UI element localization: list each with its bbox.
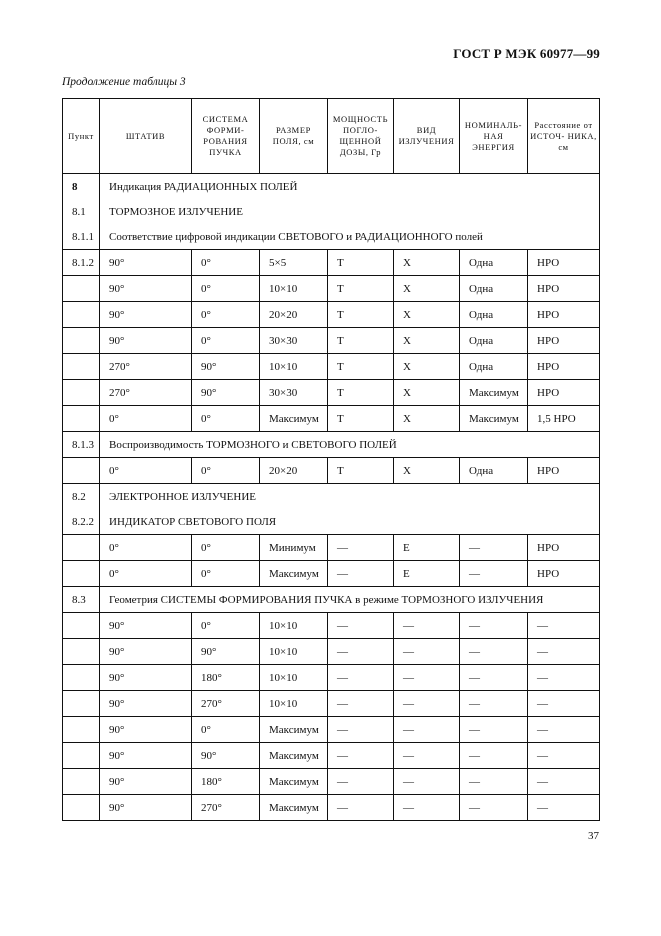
cell-stand: 90° <box>100 613 192 639</box>
cell-nominal-energy: — <box>460 795 528 821</box>
cell-beam-system: 0° <box>192 458 260 484</box>
cell-stand: 90° <box>100 795 192 821</box>
cell-beam-system: 270° <box>192 795 260 821</box>
cell-nominal-energy: — <box>460 691 528 717</box>
section-title: Индикация РАДИАЦИОННЫХ ПОЛЕЙ <box>100 174 600 200</box>
cell-radiation-type: Х <box>394 250 460 276</box>
cell-source-distance: НРО <box>528 380 600 406</box>
table-body <box>63 174 600 821</box>
cell-source-distance: 1,5 НРО <box>528 406 600 432</box>
cell-dose-rate: — <box>328 691 394 717</box>
section-number: 8.1.1 <box>63 224 100 250</box>
table-row <box>63 406 600 432</box>
section-row <box>63 199 600 224</box>
section-title: Соответствие цифровой индикации СВЕТОВОГО и РАДИАЦИОННОГО полей <box>100 224 600 250</box>
cell-nominal-energy: — <box>460 639 528 665</box>
cell-item <box>63 328 100 354</box>
section-row <box>63 432 600 458</box>
cell-item <box>63 302 100 328</box>
cell-radiation-type: — <box>394 613 460 639</box>
cell-field-size: 20×20 <box>260 458 328 484</box>
cell-source-distance: НРО <box>528 302 600 328</box>
cell-stand: 270° <box>100 380 192 406</box>
cell-beam-system: 0° <box>192 613 260 639</box>
section-title: ЭЛЕКТРОННОЕ ИЗЛУЧЕНИЕ <box>100 484 600 510</box>
cell-item <box>63 406 100 432</box>
section-title: Воспроизводимость ТОРМОЗНОГО и СВЕТОВОГО ПОЛЕЙ <box>100 432 600 458</box>
cell-dose-rate: Т <box>328 328 394 354</box>
cell-beam-system: 270° <box>192 691 260 717</box>
cell-source-distance: — <box>528 691 600 717</box>
column-header-beam-system: СИСТЕМА ФОРМИ- РОВАНИЯ ПУЧКА <box>192 99 260 174</box>
section-number: 8.2.2 <box>63 509 100 535</box>
table-row <box>63 795 600 821</box>
cell-beam-system: 180° <box>192 665 260 691</box>
cell-radiation-type: — <box>394 717 460 743</box>
cell-stand: 90° <box>100 250 192 276</box>
cell-beam-system: 0° <box>192 717 260 743</box>
cell-field-size: 20×20 <box>260 302 328 328</box>
cell-dose-rate: — <box>328 795 394 821</box>
table-row <box>63 328 600 354</box>
cell-dose-rate: — <box>328 743 394 769</box>
cell-source-distance: — <box>528 613 600 639</box>
cell-field-size: 30×30 <box>260 328 328 354</box>
cell-field-size: 5×5 <box>260 250 328 276</box>
table-header-row <box>63 99 600 174</box>
cell-nominal-energy: Одна <box>460 354 528 380</box>
cell-item <box>63 276 100 302</box>
table-row <box>63 250 600 276</box>
cell-radiation-type: Х <box>394 406 460 432</box>
cell-stand: 90° <box>100 276 192 302</box>
column-header-source-distance: Расстояние от ИСТОЧ- НИКА, см <box>528 99 600 174</box>
cell-stand: 0° <box>100 535 192 561</box>
cell-field-size: 10×10 <box>260 613 328 639</box>
cell-source-distance: НРО <box>528 276 600 302</box>
section-title: ИНДИКАТОР СВЕТОВОГО ПОЛЯ <box>100 509 600 535</box>
section-number: 8.3 <box>63 587 100 613</box>
cell-item: 8.1.2 <box>63 250 100 276</box>
cell-stand: 0° <box>100 406 192 432</box>
cell-beam-system: 90° <box>192 743 260 769</box>
page-number: 37 <box>588 830 599 842</box>
section-title: ТОРМОЗНОЕ ИЗЛУЧЕНИЕ <box>100 199 600 224</box>
cell-radiation-type: Х <box>394 276 460 302</box>
cell-radiation-type: Х <box>394 354 460 380</box>
cell-nominal-energy: Максимум <box>460 380 528 406</box>
cell-radiation-type: — <box>394 665 460 691</box>
table-row <box>63 354 600 380</box>
cell-beam-system: 0° <box>192 561 260 587</box>
table-row <box>63 691 600 717</box>
cell-beam-system: 0° <box>192 302 260 328</box>
cell-dose-rate: Т <box>328 354 394 380</box>
cell-field-size: Максимум <box>260 769 328 795</box>
cell-beam-system: 0° <box>192 535 260 561</box>
cell-nominal-energy: Одна <box>460 328 528 354</box>
cell-field-size: 10×10 <box>260 691 328 717</box>
column-header-dose-rate: МОЩНОСТЬ ПОГЛО- ЩЕННОЙ ДОЗЫ, Гр <box>328 99 394 174</box>
cell-item <box>63 380 100 406</box>
cell-beam-system: 90° <box>192 639 260 665</box>
cell-field-size: 10×10 <box>260 276 328 302</box>
cell-source-distance: НРО <box>528 458 600 484</box>
cell-nominal-energy: Одна <box>460 276 528 302</box>
cell-source-distance: НРО <box>528 328 600 354</box>
cell-item <box>63 769 100 795</box>
column-header-radiation-type: ВИД ИЗЛУЧЕНИЯ <box>394 99 460 174</box>
cell-radiation-type: — <box>394 743 460 769</box>
cell-stand: 90° <box>100 743 192 769</box>
column-header-field-size: РАЗМЕР ПОЛЯ, см <box>260 99 328 174</box>
cell-field-size: Максимум <box>260 795 328 821</box>
cell-stand: 90° <box>100 302 192 328</box>
cell-beam-system: 90° <box>192 354 260 380</box>
table-row <box>63 665 600 691</box>
cell-item <box>63 743 100 769</box>
cell-source-distance: НРО <box>528 354 600 380</box>
cell-field-size: 10×10 <box>260 665 328 691</box>
cell-item <box>63 613 100 639</box>
cell-field-size: Минимум <box>260 535 328 561</box>
section-row <box>63 224 600 250</box>
cell-source-distance: — <box>528 743 600 769</box>
cell-nominal-energy: — <box>460 561 528 587</box>
cell-stand: 90° <box>100 665 192 691</box>
cell-field-size: 10×10 <box>260 354 328 380</box>
cell-item <box>63 795 100 821</box>
section-number: 8.1 <box>63 199 100 224</box>
cell-dose-rate: — <box>328 717 394 743</box>
cell-beam-system: 0° <box>192 406 260 432</box>
cell-radiation-type: — <box>394 691 460 717</box>
column-header-stand: ШТАТИВ <box>100 99 192 174</box>
section-number: 8.1.3 <box>63 432 100 458</box>
cell-beam-system: 90° <box>192 380 260 406</box>
cell-source-distance: — <box>528 639 600 665</box>
column-header-nominal-energy: НОМИНАЛЬ- НАЯ ЭНЕРГИЯ <box>460 99 528 174</box>
cell-radiation-type: — <box>394 639 460 665</box>
cell-item <box>63 665 100 691</box>
cell-dose-rate: — <box>328 769 394 795</box>
cell-radiation-type: Х <box>394 302 460 328</box>
cell-nominal-energy: — <box>460 613 528 639</box>
cell-field-size: Максимум <box>260 561 328 587</box>
cell-item <box>63 561 100 587</box>
cell-dose-rate: — <box>328 639 394 665</box>
cell-dose-rate: Т <box>328 276 394 302</box>
cell-source-distance: НРО <box>528 250 600 276</box>
cell-radiation-type: Х <box>394 328 460 354</box>
cell-dose-rate: Т <box>328 380 394 406</box>
cell-beam-system: 0° <box>192 276 260 302</box>
cell-dose-rate: Т <box>328 458 394 484</box>
cell-field-size: Максимум <box>260 717 328 743</box>
cell-nominal-energy: Максимум <box>460 406 528 432</box>
cell-field-size: Максимум <box>260 406 328 432</box>
cell-item <box>63 717 100 743</box>
cell-stand: 90° <box>100 639 192 665</box>
cell-radiation-type: — <box>394 795 460 821</box>
section-row <box>63 509 600 535</box>
cell-radiation-type: Х <box>394 380 460 406</box>
cell-source-distance: — <box>528 769 600 795</box>
cell-field-size: 30×30 <box>260 380 328 406</box>
cell-dose-rate: — <box>328 535 394 561</box>
cell-nominal-energy: — <box>460 535 528 561</box>
cell-field-size: 10×10 <box>260 639 328 665</box>
document-standard-title: ГОСТ Р МЭК 60977—99 <box>453 46 600 61</box>
cell-stand: 0° <box>100 561 192 587</box>
cell-nominal-energy: Одна <box>460 250 528 276</box>
table-row <box>63 717 600 743</box>
table-row <box>63 639 600 665</box>
table-continuation-caption: Продолжение таблицы 3 <box>62 76 186 88</box>
cell-dose-rate: — <box>328 665 394 691</box>
cell-nominal-energy: — <box>460 743 528 769</box>
section-number: 8 <box>63 174 100 200</box>
cell-item <box>63 639 100 665</box>
table-row <box>63 380 600 406</box>
cell-nominal-energy: Одна <box>460 458 528 484</box>
cell-dose-rate: Т <box>328 406 394 432</box>
cell-dose-rate: — <box>328 561 394 587</box>
cell-nominal-energy: — <box>460 769 528 795</box>
cell-radiation-type: Е <box>394 535 460 561</box>
cell-radiation-type: Х <box>394 458 460 484</box>
cell-item <box>63 691 100 717</box>
cell-source-distance: НРО <box>528 561 600 587</box>
table-row <box>63 458 600 484</box>
column-header-item: Пункт <box>63 99 100 174</box>
section-row <box>63 174 600 200</box>
table-row <box>63 535 600 561</box>
cell-source-distance: НРО <box>528 535 600 561</box>
cell-source-distance: — <box>528 665 600 691</box>
cell-field-size: Максимум <box>260 743 328 769</box>
table-row <box>63 561 600 587</box>
section-row <box>63 587 600 613</box>
cell-item <box>63 535 100 561</box>
cell-stand: 0° <box>100 458 192 484</box>
cell-stand: 270° <box>100 354 192 380</box>
table-row <box>63 276 600 302</box>
section-row <box>63 484 600 510</box>
cell-radiation-type: Е <box>394 561 460 587</box>
cell-dose-rate: Т <box>328 302 394 328</box>
cell-beam-system: 0° <box>192 328 260 354</box>
cell-dose-rate: Т <box>328 250 394 276</box>
cell-nominal-energy: — <box>460 717 528 743</box>
table-row <box>63 302 600 328</box>
cell-beam-system: 0° <box>192 250 260 276</box>
cell-stand: 90° <box>100 328 192 354</box>
cell-stand: 90° <box>100 691 192 717</box>
table-row <box>63 613 600 639</box>
cell-source-distance: — <box>528 795 600 821</box>
cell-stand: 90° <box>100 717 192 743</box>
cell-beam-system: 180° <box>192 769 260 795</box>
cell-dose-rate: — <box>328 613 394 639</box>
table-row <box>63 743 600 769</box>
table-3 <box>62 98 600 821</box>
section-number: 8.2 <box>63 484 100 510</box>
cell-source-distance: — <box>528 717 600 743</box>
section-title: Геометрия СИСТЕМЫ ФОРМИРОВАНИЯ ПУЧКА в режиме ТОРМОЗНОГО ИЗЛУЧЕНИЯ <box>100 587 600 613</box>
cell-radiation-type: — <box>394 769 460 795</box>
table-row <box>63 769 600 795</box>
cell-stand: 90° <box>100 769 192 795</box>
cell-nominal-energy: — <box>460 665 528 691</box>
cell-item <box>63 354 100 380</box>
cell-item <box>63 458 100 484</box>
cell-nominal-energy: Одна <box>460 302 528 328</box>
